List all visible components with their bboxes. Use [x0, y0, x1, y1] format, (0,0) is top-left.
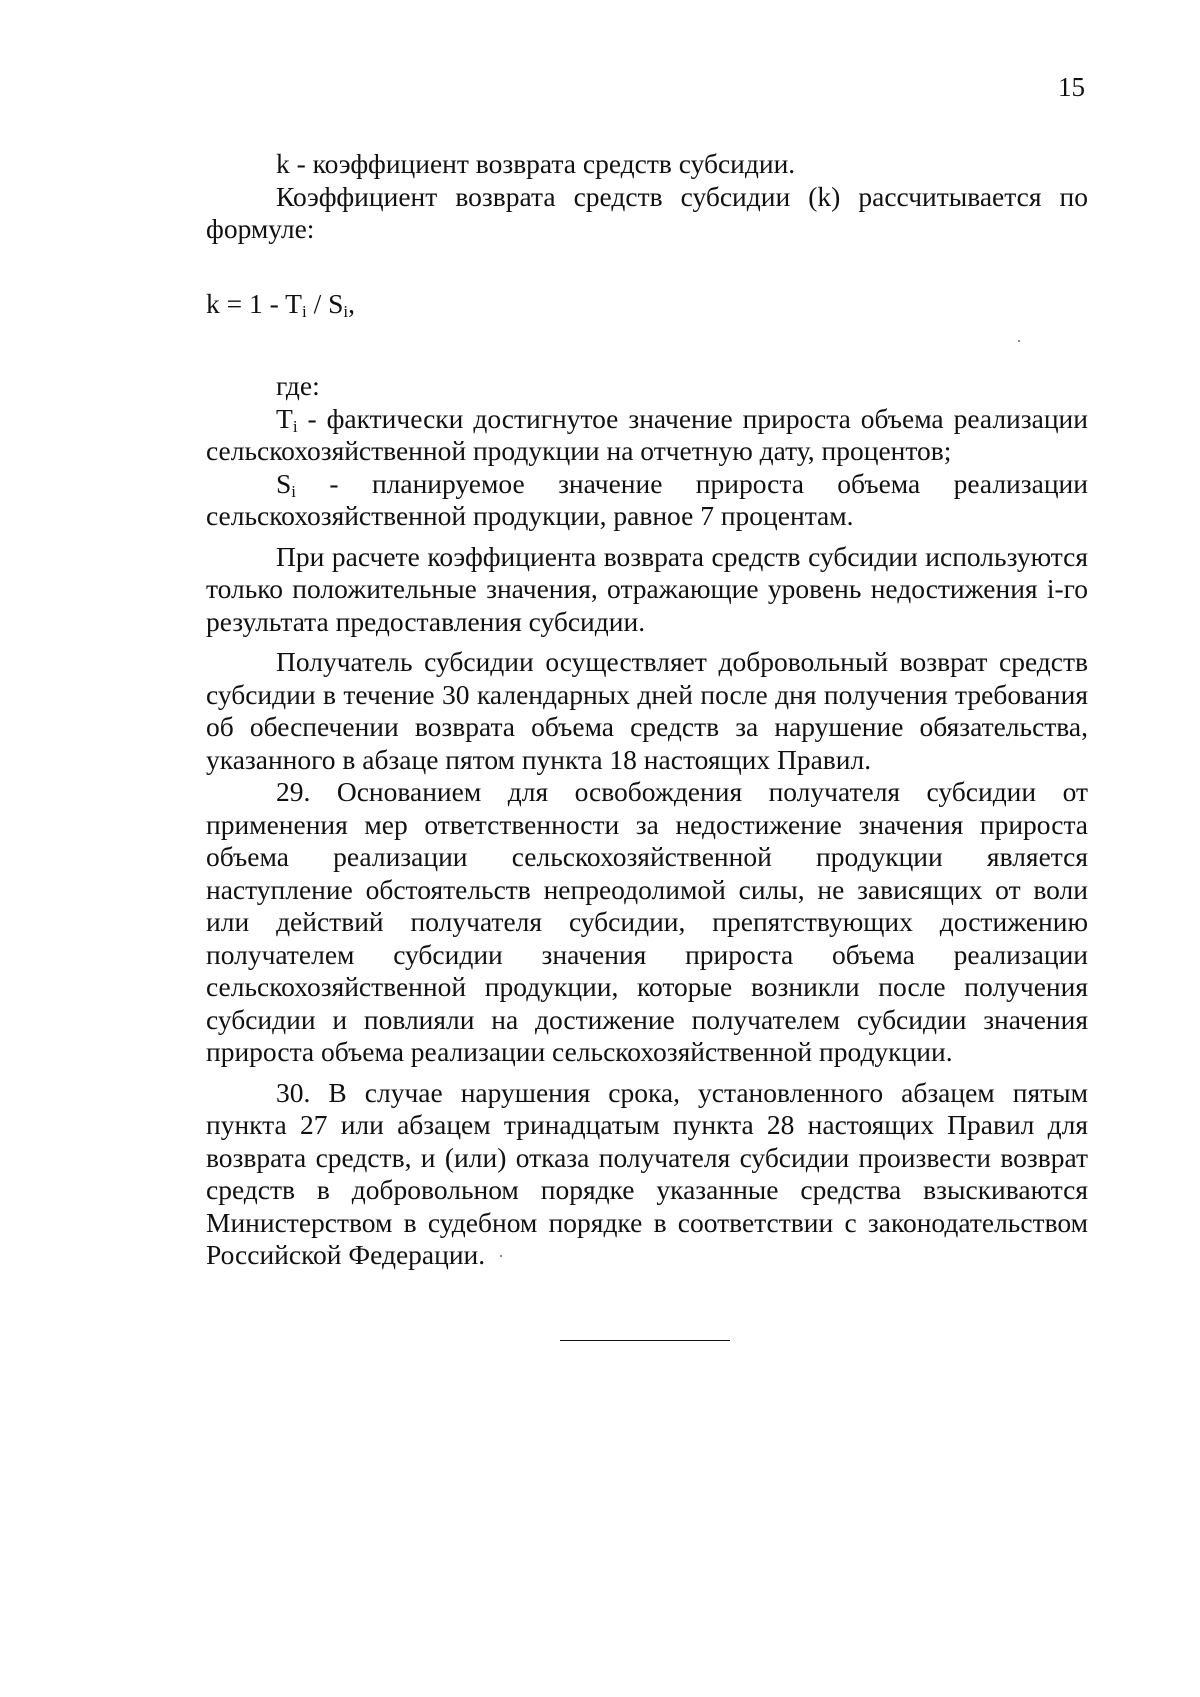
paragraph-si-definition	[206, 468, 1088, 533]
formula	[206, 288, 1088, 321]
formula-mid: / S	[306, 287, 344, 319]
page-number: 15	[1058, 72, 1085, 102]
paragraph-formula-intro: Коэффициент возврата средств субсидии (k) рассчитывается по формуле:	[206, 180, 1088, 244]
paragraph-29: 29. Основанием для освобождения получателя субсидии от применения мер ответственности за недостижение значения прироста объема реализации сельскохозяйственной продукции является наступление обстоятельств непреодолимой силы, не зависящих от воли или действий получателя субсидии, препятствующих достижению получателем субсидии значения прироста объема реализации сельскохозяйственной продукции, которые возникли после получения субсидии и повлияли на достижение получателем субсидии значения прироста объема реализации сельскохозяйственной продукции.	[206, 776, 1088, 1067]
si-symbol: S	[276, 467, 292, 499]
paragraph-where: где:	[276, 370, 320, 401]
formula-lhs: k = 1 - T	[206, 287, 302, 319]
ti-text: - фактически достигнутое значение прироста объема реализации сельскохозяйственной продукции на отчетную дату, процентов;	[206, 402, 1088, 466]
paragraph-30: 30. В случае нарушения срока, установленного абзацем пятым пункта 27 или абзацем тринадцатым пункта 28 настоящих Правил для возврата средств, и (или) отказа получателя субсидии произвести возврат средств в добровольном порядке указанные средства взыскиваются Министерством в судебном порядке в соответствии с законодательством Российской Федерации.	[206, 1076, 1088, 1270]
paragraph-calculation-rule: При расчете коэффициента возврата средств субсидии используются только положительные значения, отражающие уровень недостижения i-го результата предоставления субсидии.	[206, 540, 1088, 637]
formula-sub-si: i	[343, 301, 349, 321]
ti-subscript: i	[292, 416, 298, 436]
paragraph-k-definition: k - коэффициент возврата средств субсидии.	[276, 148, 796, 179]
formula-tail: ,	[348, 287, 355, 319]
scan-speck	[500, 1255, 502, 1257]
scan-speck	[1018, 340, 1020, 342]
document-body	[206, 148, 1088, 1272]
end-separator-line	[560, 1340, 730, 1341]
paragraph-ti-definition	[206, 403, 1088, 468]
si-subscript: i	[291, 481, 297, 501]
si-text: - планируемое значение прироста объема реализации сельскохозяйственной продукции, равное 7 процентам.	[206, 467, 1088, 531]
formula-sub-ti: i	[301, 301, 307, 321]
paragraph-voluntary-return: Получатель субсидии осуществляет добровольный возврат средств субсидии в течение 30 календарных дней после дня получения требования об обеспечении возврата объема средств за нарушение обязательства, указанного в абзаце пятом пункта 18 настоящих Правил.	[206, 646, 1088, 775]
ti-symbol: T	[276, 402, 293, 434]
